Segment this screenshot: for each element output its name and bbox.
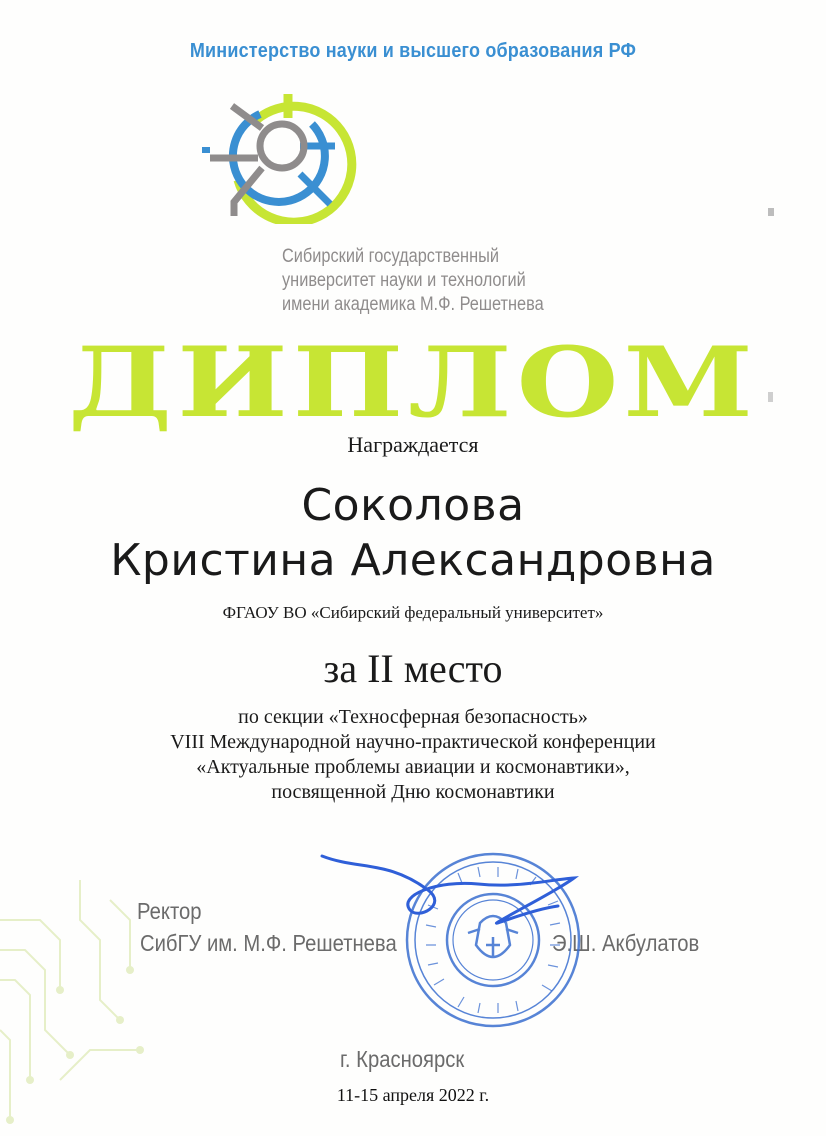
award-place: за II место bbox=[323, 646, 503, 691]
university-logo-icon bbox=[200, 84, 360, 224]
recipient-given-names: Кристина Александровна bbox=[110, 535, 716, 586]
signer-name: Э.Ш. Акбулатов bbox=[552, 930, 700, 956]
city-label: г. Красноярск bbox=[340, 1046, 465, 1072]
award-description bbox=[0, 705, 826, 805]
scan-artifact bbox=[768, 392, 773, 402]
ministry-heading: Министерство науки и высшего образования РФ bbox=[189, 40, 637, 62]
handwritten-signature-icon bbox=[318, 850, 588, 950]
university-name-line-1: Сибирский государственный bbox=[282, 246, 499, 267]
diploma-title: ДИПЛОМ bbox=[68, 326, 758, 439]
university-name-line-2: университет науки и технологий bbox=[282, 270, 526, 291]
description-line-4: посвященной Дню космонавтики bbox=[271, 781, 555, 803]
event-date: 11-15 апреля 2022 г. bbox=[336, 1085, 490, 1105]
university-name-line-3: имени академика М.Ф. Решетнева bbox=[282, 294, 544, 315]
description-line-1: по секции «Техносферная безопасность» bbox=[238, 706, 588, 728]
awarded-label: Награждается bbox=[347, 432, 479, 457]
scan-artifact bbox=[768, 208, 774, 216]
description-line-2: VIII Международной научно-практической конференции bbox=[170, 731, 656, 753]
recipient-organization: ФГАОУ ВО «Сибирский федеральный университет» bbox=[222, 603, 604, 622]
description-line-3: «Актуальные проблемы авиации и космонавтики», bbox=[196, 756, 630, 778]
signer-institution: СибГУ им. М.Ф. Решетнева bbox=[140, 930, 397, 956]
recipient-surname: Соколова bbox=[301, 480, 525, 531]
signer-position: Ректор bbox=[137, 898, 202, 924]
